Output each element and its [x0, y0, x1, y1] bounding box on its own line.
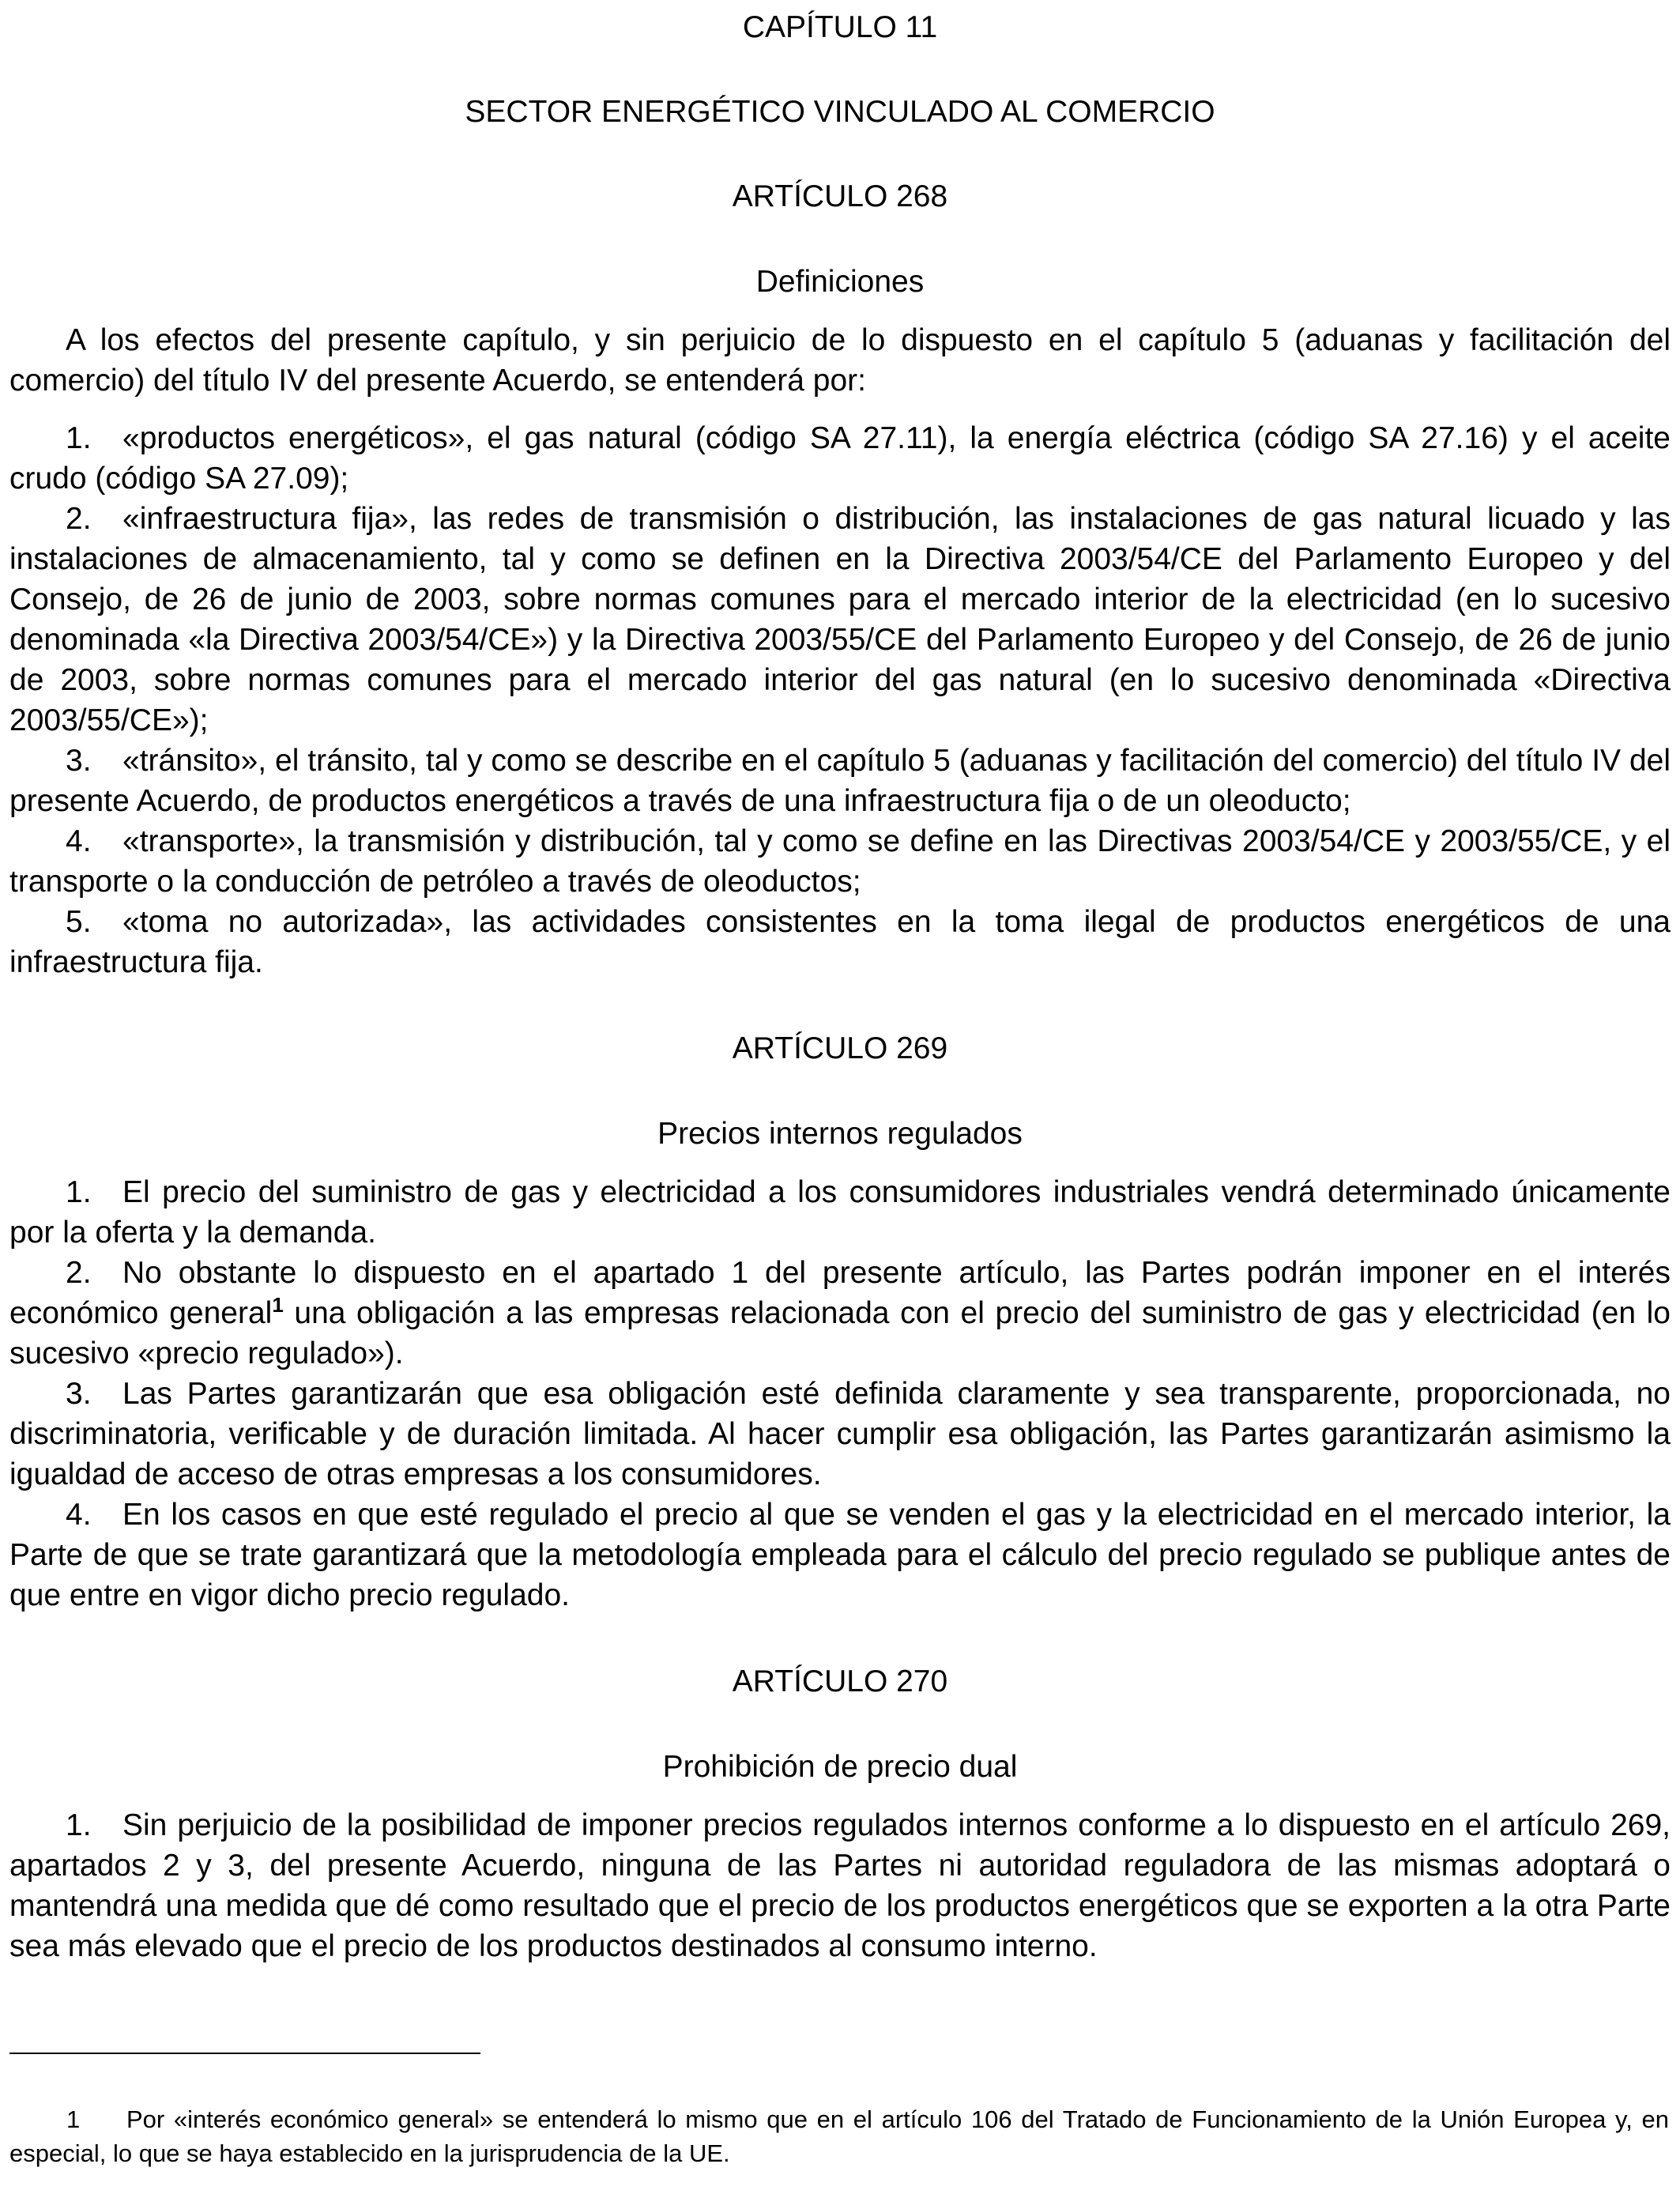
- chapter-title: SECTOR ENERGÉTICO VINCULADO AL COMERCIO: [465, 95, 1215, 129]
- footnote-marker: 1: [66, 2105, 81, 2133]
- definition-item-number: 1.: [66, 421, 92, 455]
- article-269-heading: ARTÍCULO 269: [732, 1031, 948, 1065]
- footnote: [9, 2102, 1669, 2170]
- article-268-heading: ARTÍCULO 268: [732, 179, 948, 213]
- paragraph-text: En los casos en que esté regulado el precio al que se venden el gas y la electricidad en el mercado interior, la Parte de que se trate garantizará que la metodología empleada para el cálculo del precio regulado se publique antes de que entre en vigor dicho precio regulado.: [9, 1498, 1671, 1612]
- definition-item-number: 2.: [66, 502, 92, 536]
- article-270-title: Prohibición de precio dual: [662, 1750, 1018, 1784]
- article-269-paragraph-4: [9, 1495, 1671, 1615]
- footnote-text: Por «interés económico general» se entenderá lo mismo que en el artículo 106 del Tratado de Funcionamiento de la Unión Europea y, en especial, lo que se haya establecido en la jurisprudencia de la UE.: [9, 2105, 1669, 2167]
- document-page: [9, 0, 1671, 2194]
- paragraph-number: 4.: [66, 1498, 92, 1532]
- definition-item-1: [9, 418, 1671, 499]
- definition-item-5: [9, 902, 1671, 982]
- paragraph-text-continued: una obligación a las empresas relacionada con el precio del suministro de gas y electricidad (en lo sucesivo «precio regulado»).: [9, 1296, 1671, 1370]
- definition-item-3: [9, 741, 1671, 821]
- paragraph-text: No obstante lo dispuesto en el apartado 1 del presente artículo, las Partes podrán imponer en el interés económico general: [9, 1256, 1671, 1330]
- definition-item-text: «toma no autorizada», las actividades consistentes en la toma ilegal de productos energéticos de una infraestructura fija.: [9, 905, 1671, 979]
- article-269-title: Precios internos regulados: [657, 1117, 1023, 1151]
- article-268-title: Definiciones: [755, 265, 925, 299]
- definition-item-2: [9, 499, 1671, 741]
- paragraph-number: 1.: [66, 1808, 92, 1842]
- definition-item-text: «infraestructura fija», las redes de transmisión o distribución, las instalaciones de gas natural licuado y las instalaciones de almacenamiento, tal y como se definen en la Directiva 2003/54/CE del Parlamento Europeo y del Consejo, de 26 de junio de 2003, sobre normas comunes para el mercado interior de la electricidad (en lo sucesivo denominada «la Directiva 2003/54/CE») y la Directiva 2003/55/CE del Parlamento Europeo y del Consejo, de 26 de junio de 2003, sobre normas comunes para el mercado interior del gas natural (en lo sucesivo denominada «Directiva 2003/55/CE»);: [9, 502, 1671, 737]
- article-269-paragraph-1: [9, 1172, 1671, 1253]
- article-270-paragraph-1: [9, 1805, 1671, 1966]
- definition-item-4: [9, 821, 1671, 902]
- article-269-paragraph-2: [9, 1253, 1671, 1374]
- definition-item-text: «transporte», la transmisión y distribución, tal y como se define en las Directivas 2003/54/CE y 2003/55/CE, y el transporte o la conducción de petróleo a través de oleoductos;: [9, 824, 1671, 899]
- paragraph-text: Las Partes garantizarán que esa obligación esté definida claramente y sea transparente, proporcionada, no discriminatoria, verificable y de duración limitada. Al hacer cumplir esa obligación, las Partes garantizarán asimismo la igualdad de acceso de otras empresas a los consumidores.: [9, 1377, 1671, 1491]
- paragraph-text: El precio del suministro de gas y electricidad a los consumidores industriales vendrá determinado únicamente por la oferta y la demanda.: [9, 1175, 1671, 1250]
- footnote-reference[interactable]: 1: [272, 1293, 284, 1317]
- paragraph-number: 1.: [66, 1175, 92, 1209]
- definition-item-number: 3.: [66, 744, 92, 778]
- article-268-intro: A los efectos del presente capítulo, y sin perjuicio de lo dispuesto en el capítulo 5 (aduanas y facilitación del comercio) del título IV del presente Acuerdo, se entenderá por:: [9, 323, 1671, 398]
- definition-item-text: «productos energéticos», el gas natural (código SA 27.11), la energía eléctrica (código SA 27.16) y el aceite crudo (código SA 27.09);: [9, 421, 1671, 496]
- article-269-paragraph-3: [9, 1374, 1671, 1495]
- definition-item-number: 5.: [66, 905, 92, 939]
- paragraph-number: 2.: [66, 1256, 92, 1290]
- footnote-separator: [9, 2053, 480, 2054]
- definition-item-number: 4.: [66, 824, 92, 858]
- paragraph-number: 3.: [66, 1377, 92, 1411]
- paragraph-text: Sin perjuicio de la posibilidad de imponer precios regulados internos conforme a lo dispuesto en el artículo 269, apartados 2 y 3, del presente Acuerdo, ninguna de las Partes ni autoridad reguladora de las mismas adoptará o mantendrá una medida que dé como resultado que el precio de los productos energéticos que se exporten a la otra Parte sea más elevado que el precio de los productos destinados al consumo interno.: [9, 1808, 1671, 1963]
- article-270-heading: ARTÍCULO 270: [732, 1664, 948, 1698]
- chapter-number: CAPÍTULO 11: [742, 10, 938, 44]
- definition-item-text: «tránsito», el tránsito, tal y como se describe en el capítulo 5 (aduanas y facilitación del comercio) del título IV del presente Acuerdo, de productos energéticos a través de una infraestructura fija o de un oleoducto;: [9, 744, 1671, 818]
